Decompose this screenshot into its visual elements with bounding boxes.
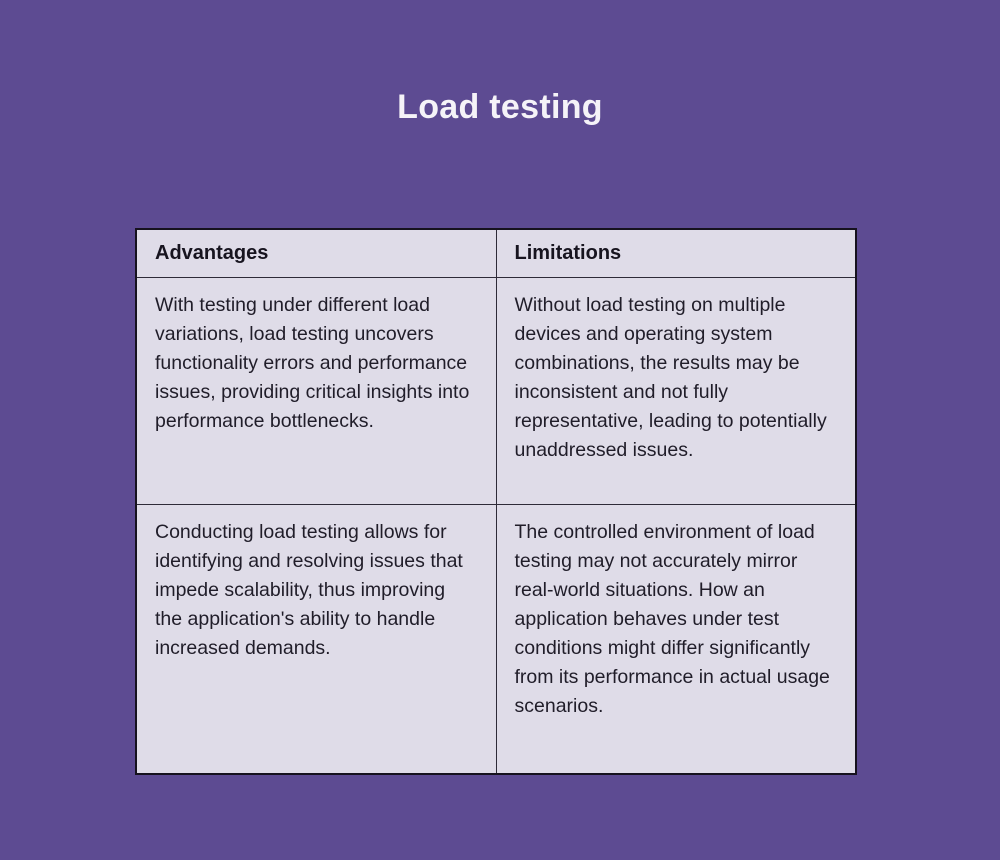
column-header-advantages: Advantages [136, 229, 496, 277]
table-row [136, 504, 856, 774]
advantages-cell-1: With testing under different load variations, load testing uncovers functionality errors and performance issues, providing critical insights into performance bottlenecks. [136, 277, 496, 504]
comparison-table [135, 228, 857, 775]
column-header-limitations: Limitations [496, 229, 856, 277]
table-row [136, 277, 856, 504]
table-header-row [136, 229, 856, 277]
page-title: Load testing [397, 88, 603, 126]
limitations-cell-1: Without load testing on multiple devices and operating system combinations, the results may be inconsistent and not fully representative, leading to potentially unaddressed issues. [496, 277, 856, 504]
limitations-cell-2: The controlled environment of load testing may not accurately mirror real-world situations. How an application behaves under test conditions might differ significantly from its performance in actual usage scenarios. [496, 504, 856, 774]
advantages-cell-2: Conducting load testing allows for identifying and resolving issues that impede scalability, thus improving the application's ability to handle increased demands. [136, 504, 496, 774]
